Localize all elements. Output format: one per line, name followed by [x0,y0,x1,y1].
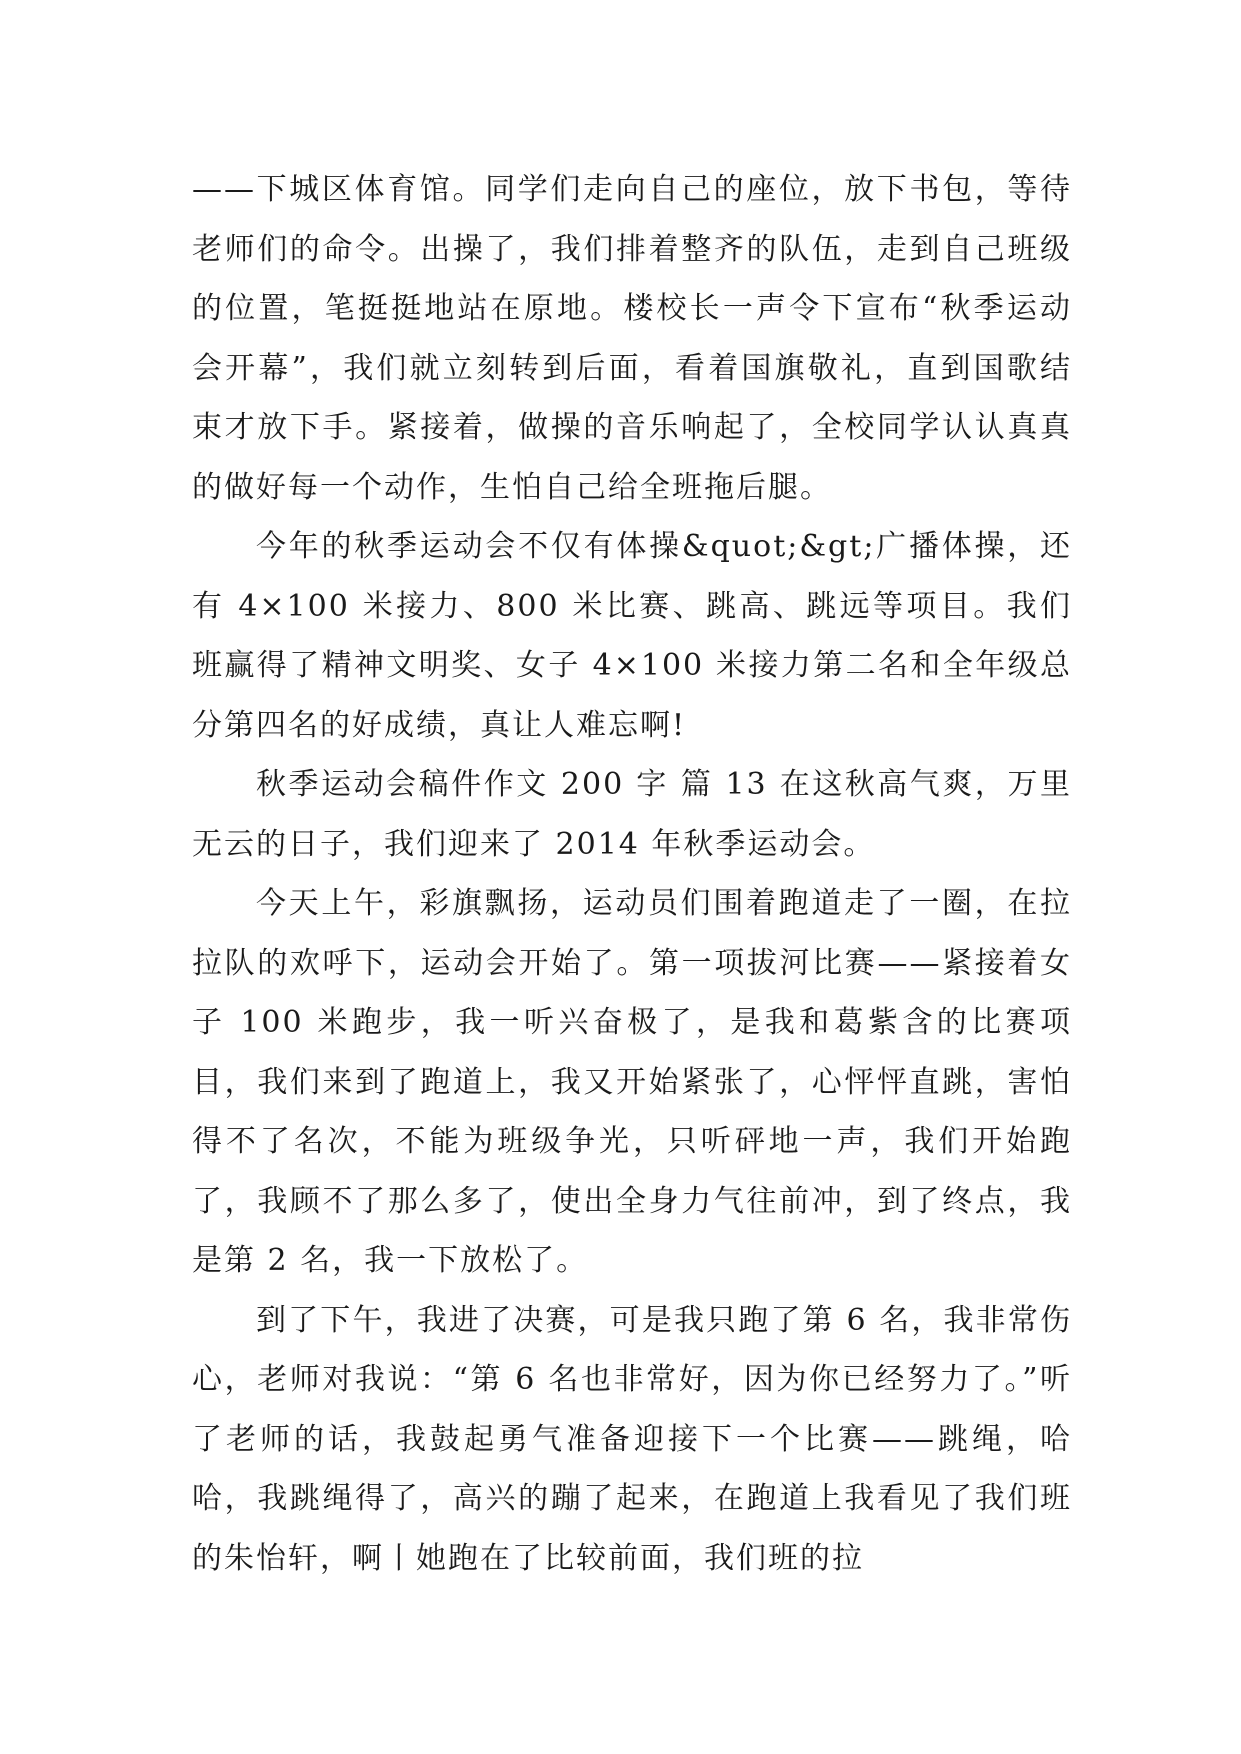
document-body [192,160,1072,1588]
paragraph-3-heading: 秋季运动会稿件作文 200 字 篇 13 在这秋高气爽，万里无云的日子，我们迎来了 2014 年秋季运动会。 [192,767,1072,862]
paragraph-2: 今年的秋季运动会不仅有体操&quot;&gt;广播体操，还有 4×100 米接力、800 米比赛、跳高、跳远等项目。我们班赢得了精神文明奖、女子 4×100 米接力第二名和全年级总分第四名的好成绩，真让人难忘啊! [192,529,1072,743]
paragraph-4: 今天上午，彩旗飘扬，运动员们围着跑道走了一圈，在拉拉队的欢呼下，运动会开始了。第一项拔河比赛——紧接着女子 100 米跑步，我一听兴奋极了，是我和葛紫含的比赛项目，我们来到了跑道上，我又开始紧张了，心怦怦直跳，害怕得不了名次，不能为班级争光，只听砰地一声，我们开始跑了，我顾不了那么多了，使出全身力气往前冲，到了终点，我是第 2 名，我一下放松了。 [192,886,1072,1278]
paragraph-5: 到了下午，我进了决赛，可是我只跑了第 6 名，我非常伤心，老师对我说：“第 6 名也非常好，因为你已经努力了。”听了老师的话，我鼓起勇气准备迎接下一个比赛——跳绳，哈哈，我跳绳得了，高兴的蹦了起来，在跑道上我看见了我们班的朱怡轩，啊丨她跑在了比较前面，我们班的拉 [192,1302,1072,1576]
paragraph-1: ——下城区体育馆。同学们走向自己的座位，放下书包，等待老师们的命令。出操了，我们排着整齐的队伍，走到自己班级的位置，笔挺挺地站在原地。楼校长一声令下宣布“秋季运动会开幕”，我们就立刻转到后面，看着国旗敬礼，直到国歌结束才放下手。紧接着，做操的音乐响起了，全校同学认认真真的做好每一个动作，生怕自己给全班拖后腿。 [192,172,1072,505]
